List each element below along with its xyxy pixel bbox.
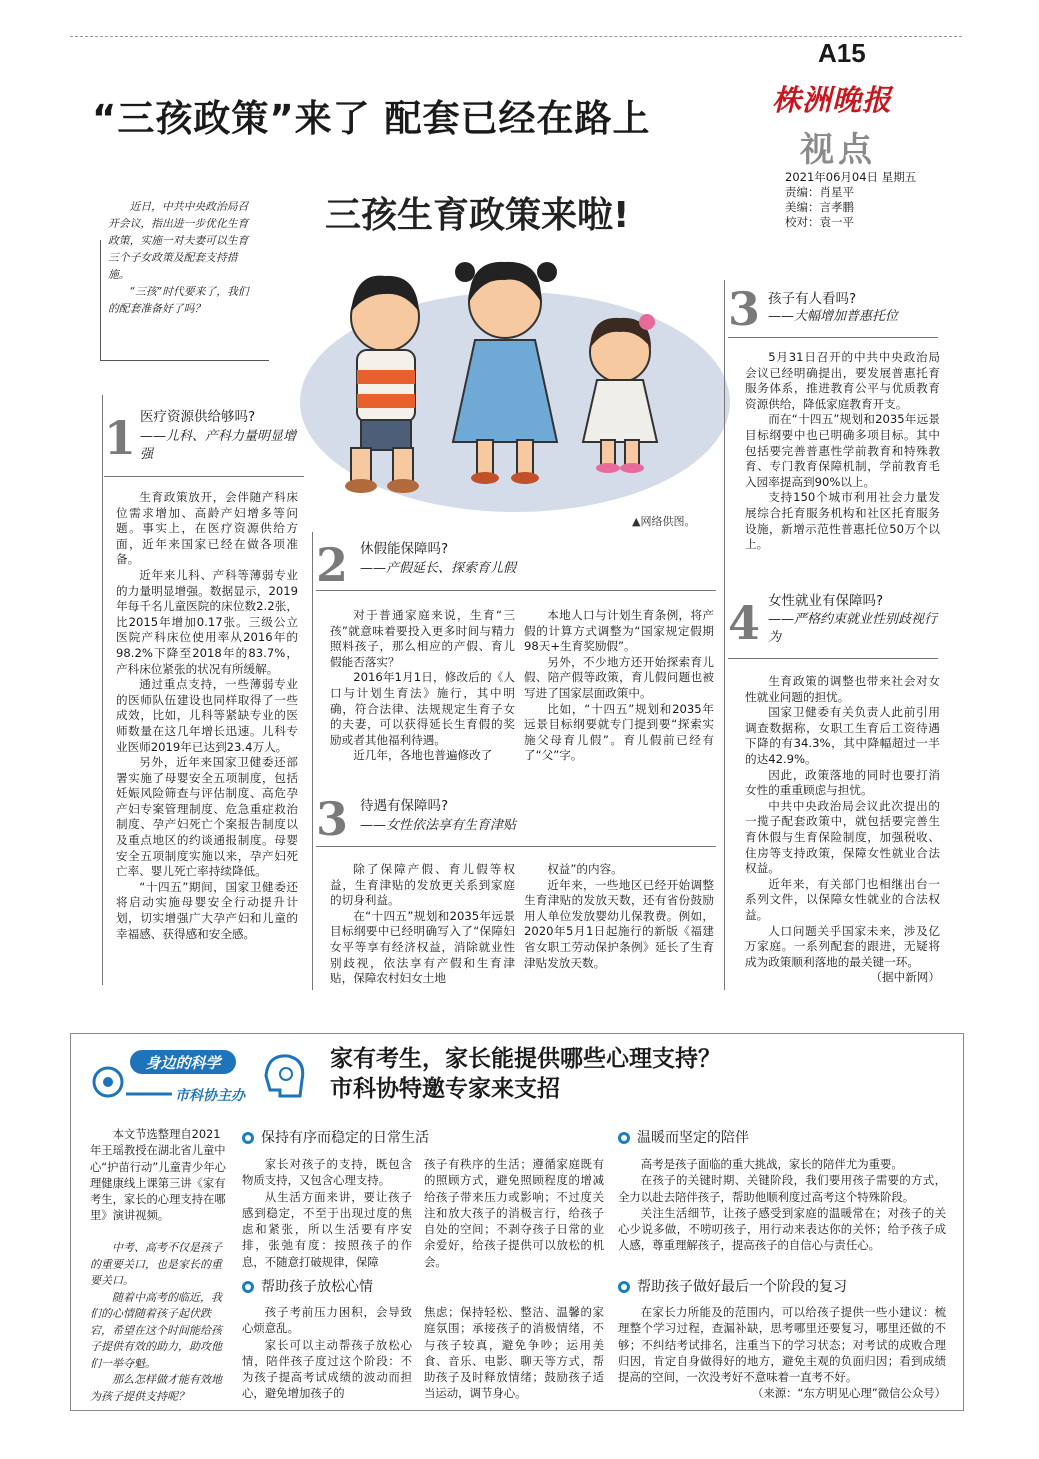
- paragraph: 5月31日召开的中共中央政治局会议已经明确提出，要发展普惠托育服务体系，推进教育公平与优质教育资源供给，降低家庭教育开支。: [745, 350, 940, 411]
- section-subtitle: ——严格约束就业性别歧视行为: [768, 612, 938, 645]
- paragraph: 在孩子的关键时期、关键阶段，我们要用孩子需要的方式，全力以赴去陪伴孩子，帮助他顺利度过高考这个特殊阶段。: [618, 1173, 946, 1204]
- masthead-logo: 株洲晚报: [772, 83, 893, 117]
- issue-date: 2021年06月04日 星期五: [785, 170, 917, 184]
- subhead-label: 帮助孩子做好最后一个阶段的复习: [637, 1279, 847, 1295]
- section-rule: [104, 476, 304, 477]
- section-3b-body: [745, 350, 940, 553]
- paragraph: 支持150个城市利用社会力量发展综合托育服务机构和社区托育服务设施，新增示范性普惠托位50万个以上。: [745, 490, 940, 552]
- science-subhead: [618, 1278, 847, 1296]
- section-number: 3: [316, 792, 349, 846]
- proofreader-credit: 校对：袁一平: [785, 215, 854, 229]
- section-subtitle: ——女性依法享有生育津贴: [360, 818, 517, 833]
- section-subtitle: ——大幅增加普惠托位: [768, 309, 899, 324]
- section-number: 2: [316, 538, 349, 592]
- subhead-label: 温暖而坚定的陪伴: [637, 1130, 749, 1146]
- section-3-col1: [330, 862, 515, 987]
- section-rule: [728, 337, 938, 338]
- section-3-col2: [524, 862, 714, 971]
- column-rule: [724, 280, 725, 990]
- science-subhead: [242, 1129, 429, 1147]
- paragraph: 生育政策的调整也带来社会对女性就业问题的担忧。: [745, 674, 940, 704]
- intro-text: [108, 198, 256, 348]
- section-2-col2: [524, 608, 714, 764]
- paragraph: 近年来，有关部门也相继出台一系列文件，以保障女性就业的合法权益。: [745, 876, 940, 922]
- paragraph: 本地人口与计划生育条例，将产假的计算方式调整为“国家规定假期98天+生育奖励假”。: [524, 608, 714, 654]
- logo-bottom-text: 市科协主办: [175, 1088, 245, 1104]
- paragraph: 除了保障产假、育儿假等权益，生育津贴的发放更关系到家庭的切身利益。: [330, 862, 515, 908]
- paragraph: 家长对孩子的支持，既包含物质支持，又包含心理支持。: [242, 1157, 412, 1188]
- paragraph: 近年来，一些地区已经开始调整生育津贴的发放天数，还有省份鼓励用人单位发放婴幼儿保教费。例如，2020年5月1日起施行的新版《福建省女职工劳动保护条例》延长了生育津贴发放天数。: [524, 877, 714, 970]
- paragraph: 近年来儿科、产科等薄弱专业的力量明显增强。数据显示，2019年每千名儿童医院的床位数2.2张，比2015年增加0.17张。三级公立医院产科床位使用率从2016年的98.2%下降至2018年的83.7%，产科床位紧张的状况有所缓解。: [116, 567, 298, 676]
- section-4-body: [745, 674, 940, 986]
- logo-top-text: 身边的科学: [145, 1054, 221, 1072]
- paragraph: 那么怎样做才能有效地为孩子提供支持呢？: [90, 1373, 222, 1403]
- bullet-icon: [618, 1281, 630, 1293]
- paragraph: 人口问题关乎国家未来，涉及亿万家庭。一系列配套的跟进，无疑将成为政策顺利落地的最关键一环。: [745, 923, 940, 969]
- paragraph: 从生活方面来讲，要让孩子感到稳定，不至于出现过度的焦虑和紧张，所以生活要有序安排，张弛有度：按照孩子的作息，不随意打破规律，保障: [242, 1189, 412, 1269]
- bullet-icon: [242, 1281, 254, 1293]
- section-title: 女性就业有保障吗?: [768, 593, 884, 609]
- article-source: （据中新网）: [870, 970, 940, 985]
- science-title: [330, 1044, 721, 1104]
- editor-credit: 责编：肖星平: [785, 185, 854, 199]
- science-h4-body: [618, 1304, 946, 1402]
- paragraph: “十四五”期间，国家卫健委还将启动实施母婴安全行动提升计划，切实增强广大孕产妇和儿童的幸福感、获得感和安全感。: [116, 879, 298, 941]
- date-info: [785, 170, 916, 230]
- science-h3-body: [618, 1156, 946, 1254]
- column-rule: [102, 395, 103, 985]
- section-title: 待遇有保障吗?: [360, 798, 449, 814]
- intro-paragraph: “三孩”时代要来了，我们的配套准备好了吗？: [108, 285, 249, 315]
- paragraph: 高考是孩子面临的重大挑战，家长的陪伴尤为重要。: [640, 1157, 903, 1171]
- paragraph: 本文节选整理自2021年王瑶教授在湖北省儿童中心“护苗行动”儿童青少年心理健康线上课第三讲《家有考生，家长的心理支持在哪里》演讲视频。: [90, 1128, 226, 1223]
- paragraph: 在“十四五”规划和2035年远景目标纲要中已经明确写入了“保障妇女平等享有经济权益，消除就业性别歧视，依法享有产假和生育津贴，保障农村妇女土地: [330, 908, 515, 986]
- paragraph: 家长可以主动帮孩子放松心情，陪伴孩子度过这个阶段：不为孩子提高考试成绩的波动而担心，避免增加孩子的: [242, 1337, 412, 1401]
- paragraph: 国家卫健委有关负责人此前引用调查数据称，女职工生育后工资待遇下降的有34.3%，其中降幅超过一半的达42.9%。: [745, 705, 940, 766]
- science-subhead: [242, 1278, 373, 1296]
- paragraph: 比如，“十四五”规划和2035年远景目标纲要就专门提到要“探索实施父母育儿假”。育儿假前已经有了“父”字。: [524, 701, 714, 763]
- paragraph: 中共中央政治局会议此次提出的一揽子配套政策中，就包括要完善生育休假与生育保险制度，加强税收、住房等支持政策，保障女性就业合法权益。: [745, 798, 940, 876]
- section-number: 3: [728, 282, 761, 336]
- paragraph: 对于普通家庭来说，生育“三孩”就意味着要投入更多时间与精力照料孩子，那么相应的产假、育儿假能否落实？: [330, 608, 515, 669]
- paragraph: 中考、高考不仅是孩子的重要关口，也是家长的重要关口。: [90, 1241, 222, 1287]
- section-number: 4: [728, 596, 761, 650]
- science-subhead: [618, 1129, 749, 1147]
- subhead-label: 保持有序而稳定的日常生活: [261, 1130, 429, 1146]
- paragraph: 权益”的内容。: [547, 862, 623, 876]
- paragraph: 孩子有秩序的生活；遵循家庭既有的照顾方式，避免照顾程度的增减给孩子带来压力或影响；不过度关注和放大孩子的消极言行，给孩子自处的空间；不剥夺孩子日常的业余爱好，给孩子提供可以放松的机会。: [424, 1157, 604, 1269]
- science-h1-col2: [424, 1156, 604, 1270]
- paragraph: 2016年1月1日，修改后的《人口与计划生育法》施行，其中明确，符合法律、法规规定生育子女的夫妻，可以获得延长生育假的奖励或者其他福利待遇。: [330, 670, 515, 747]
- paragraph: 因此，政策落地的同时也要打消女性的重重顾虑与担忧。: [745, 767, 940, 798]
- section-subtitle: ——儿科、产科力量明显增强: [140, 429, 297, 462]
- paragraph: 通过重点支持，一些薄弱专业的医师队伍建设也同样取得了一些成效，比如，儿科等紧缺专业的医师数量在这几年增长迅速。儿科专业医师2019年已达到23.4万人。: [116, 677, 298, 754]
- page-headline: “三孩政策”来了 配套已经在路上: [92, 97, 651, 140]
- paragraph: 近几年，各地也普遍修改了: [353, 748, 493, 763]
- paragraph: 随着中高考的临近，我们的心情随着孩子起伏跌宕，希望在这个时间能给孩子提供有效的助力，助攻他们一举夺魁。: [90, 1290, 222, 1370]
- science-title-line2: 市科协特邀专家来支招: [330, 1076, 560, 1102]
- illustration-three-children: [285, 172, 730, 517]
- paragraph: 关注生活细节，让孩子感受到家庭的温暖常在；对孩子的关心少说多做，不唠叨孩子，用行动来表达你的关怀；给予孩子成人感，尊重理解孩子，提高孩子的自信心与责任心。: [618, 1205, 946, 1253]
- intro-paragraph: 近日，中共中央政治局召开会议，指出进一步优化生育政策，实施一对夫妻可以生育三个子女政策及配套支持措施。: [108, 200, 249, 281]
- paragraph: 另外，近年来国家卫健委还部署实施了母婴安全五项制度，包括妊娠风险筛查与评估制度、高危孕产妇专案管理制度、危急重症救治制度、孕产妇死亡个案报告制度以及重点地区的约谈通报制度。母婴安全五项制度实施以来，孕产妇死亡率、婴儿死亡率持续降低。: [116, 755, 298, 879]
- section-title: 孩子有人看吗?: [768, 291, 857, 307]
- page-number: A15: [818, 38, 866, 68]
- illustration-banner: 三孩生育政策来啦!: [325, 195, 630, 236]
- section-rule: [316, 846, 716, 847]
- paragraph: 孩子考前压力困积，会导致心烦意乱。: [242, 1305, 412, 1336]
- science-intro: [90, 1127, 230, 1225]
- science-title-line1: 家有考生，家长能提供哪些心理支持？: [330, 1046, 721, 1072]
- paragraph: 在家长力所能及的范围内，可以给孩子提供一些小建议：梳理整个学习过程，查漏补缺，思考哪里还要复习，哪里还做的不够；不纠结考试排名，注重当下的学习状态；对考试的成败合理归因，肯定自身做得好的地方，避免主观的负面归因；看到成绩提高的空间，一次没考好不意味着一直考不好。: [618, 1305, 946, 1385]
- science-h2-col2: [424, 1304, 604, 1402]
- section-rule: [728, 658, 938, 659]
- paragraph: 焦虑；保持轻松、整洁、温馨的家庭氛围；承接孩子的消极情绪，不与孩子较真，避免争吵；运用美食、音乐、电影、聊天等方式，帮助孩子及时释放情绪；鼓励孩子适当运动，调节身心。: [424, 1305, 604, 1401]
- subhead-label: 帮助孩子放松心情: [261, 1279, 373, 1295]
- illustration-credit: ▲网络供图。: [632, 515, 696, 528]
- section-1-body: [116, 490, 298, 942]
- column-rule: [312, 532, 313, 990]
- section-name: 视点: [800, 130, 876, 170]
- top-rule: [70, 36, 962, 37]
- section-rule: [316, 590, 716, 591]
- paragraph: 生育政策放开，会伴随产科床位需求增加、高龄产妇增多等问题。事实上，在医疗资源供给方面，近年来国家已经在做各项准备。: [116, 490, 298, 567]
- science-h1-col1: [242, 1156, 412, 1270]
- section-subtitle: ——产假延长、探索育儿假: [360, 561, 517, 576]
- designer-credit: 美编：言孝鹏: [785, 200, 854, 214]
- science-logo: [86, 1046, 308, 1108]
- science-intro-italic: [90, 1240, 230, 1405]
- bullet-icon: [242, 1132, 254, 1144]
- science-h2-col1: [242, 1304, 412, 1402]
- section-title: 休假能保障吗?: [360, 541, 449, 557]
- section-number: 1: [104, 411, 137, 465]
- paragraph: 而在“十四五”规划和2035年远景目标纲要中也已明确多项目标。其中包括要完善普惠性学前教育和特殊教育、专门教育保障机制，学前教育毛入园率提高到90%以上。: [745, 412, 940, 489]
- section-title: 医疗资源供给够吗?: [140, 409, 256, 425]
- paragraph: 另外，不少地方还开始探索育儿假、陪产假等政策，育儿假问题也被写进了国家层面政策中。: [524, 654, 714, 700]
- science-source: （来源：“东方明见心理”微信公众号）: [751, 1386, 946, 1401]
- section-2-col1: [330, 608, 515, 764]
- bullet-icon: [618, 1132, 630, 1144]
